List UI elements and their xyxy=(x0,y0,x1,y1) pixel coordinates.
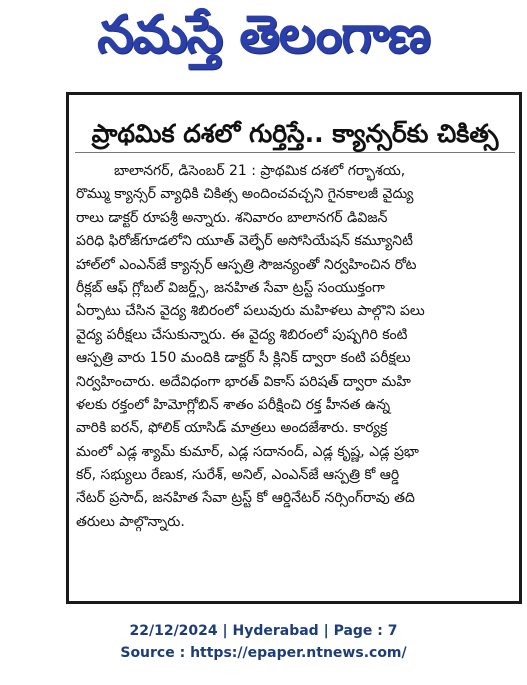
article-line: తరులు పాల్గొన్నారు. xyxy=(76,513,185,530)
edition-info: 22/12/2024 | Hyderabad | Page : 7 xyxy=(129,623,398,639)
article-line: బాలానగర్, డిసెంబర్ 21 : ప్రాథమిక దశలో గర్భాశయ, xyxy=(114,163,406,179)
article-line: రొమ్ము క్యాన్సర్ వ్యాధికి చికిత్స అందించవచ్చని గైనకాలజీ వైద్యు xyxy=(76,186,414,203)
clipping-edge-fragment xyxy=(80,90,430,98)
article-line: ఆస్పత్రి వారు 150 మందికి డాక్టర్ సీ క్లినిక్ ద్వారా కంటి పరీక్షలు xyxy=(76,350,411,367)
article-line: కర్, సభ్యులు రేణుక, సురేశ్, అనిల్, ఎంఎన్‌జే ఆస్పత్రి కో ఆర్డి xyxy=(76,467,400,484)
article-line: హాల్‌లో ఎంఎన్‌జే క్యాన్సర్ ఆస్పత్రి సౌజన్యంతో నిర్వహించిన రోట xyxy=(76,256,417,273)
headline-divider xyxy=(75,152,515,153)
article-line: రీక్లబ్ ఆఫ్ గ్లోబల్ విజర్డ్స్, జనహిత సేవా ట్రస్ట్ సంయుక్తంగా xyxy=(76,279,385,296)
article-line: ళలకు రక్తంలో హిమోగ్లోబిన్ శాతం పరీక్షించి రక్త హీనత ఉన్న xyxy=(76,396,391,413)
newspaper-masthead xyxy=(0,0,527,82)
article-line: వారికి ఐరన్, ఫోలిక్ యాసిడ్ మాత్రలు అందజేశారు. కార్యక్ర xyxy=(76,420,388,437)
masthead-title: నమస్తే తెలంగాణ xyxy=(97,4,430,65)
article-line: నేటర్ ప్రసాద్, జనహిత సేవా ట్రస్ట్ కో ఆర్డినేటర్ నర్సింగ్‌రావు తది xyxy=(76,490,415,507)
article-line: పరిధి ఫిరోజ్‌గూడలోని యూత్ వెల్ఫేర్ అసోసియేషన్ కమ్యూనిటీ xyxy=(76,233,413,250)
article-line: నిర్వహించారు. అదేవిధంగా భారత్ వికాస్ పరిషత్ ద్వారా మహి xyxy=(76,373,411,390)
article-headline: ప్రాథమిక దశలో గుర్తిస్తే.. క్యాన్సర్‌కు చికిత్స xyxy=(91,119,499,148)
article-line: ఏర్పాటు చేసిన వైద్య శిబిరంలో పలువురు మహిళలు పాల్గొని పలు xyxy=(76,303,425,320)
article-body xyxy=(76,160,514,534)
source-url: Source : https://epaper.ntnews.com/ xyxy=(120,645,407,661)
article-line: రాలు డాక్టర్ రూపశ్రీ అన్నారు. శనివారం బాలానగర్ డివిజన్ xyxy=(76,209,388,226)
article-line: వైద్య పరీక్షలు చేసుకున్నారు. ఈ వైద్య శిబిరంలో పుష్పగిరి కంటి xyxy=(76,326,408,343)
article-line: మంలో ఎడ్ల శ్యామ్ కుమార్, ఎడ్ల సదానంద్, ఎడ్ల కృష్ణ, ఎడ్ల ప్రభా xyxy=(76,443,419,460)
source-footer xyxy=(0,620,527,664)
